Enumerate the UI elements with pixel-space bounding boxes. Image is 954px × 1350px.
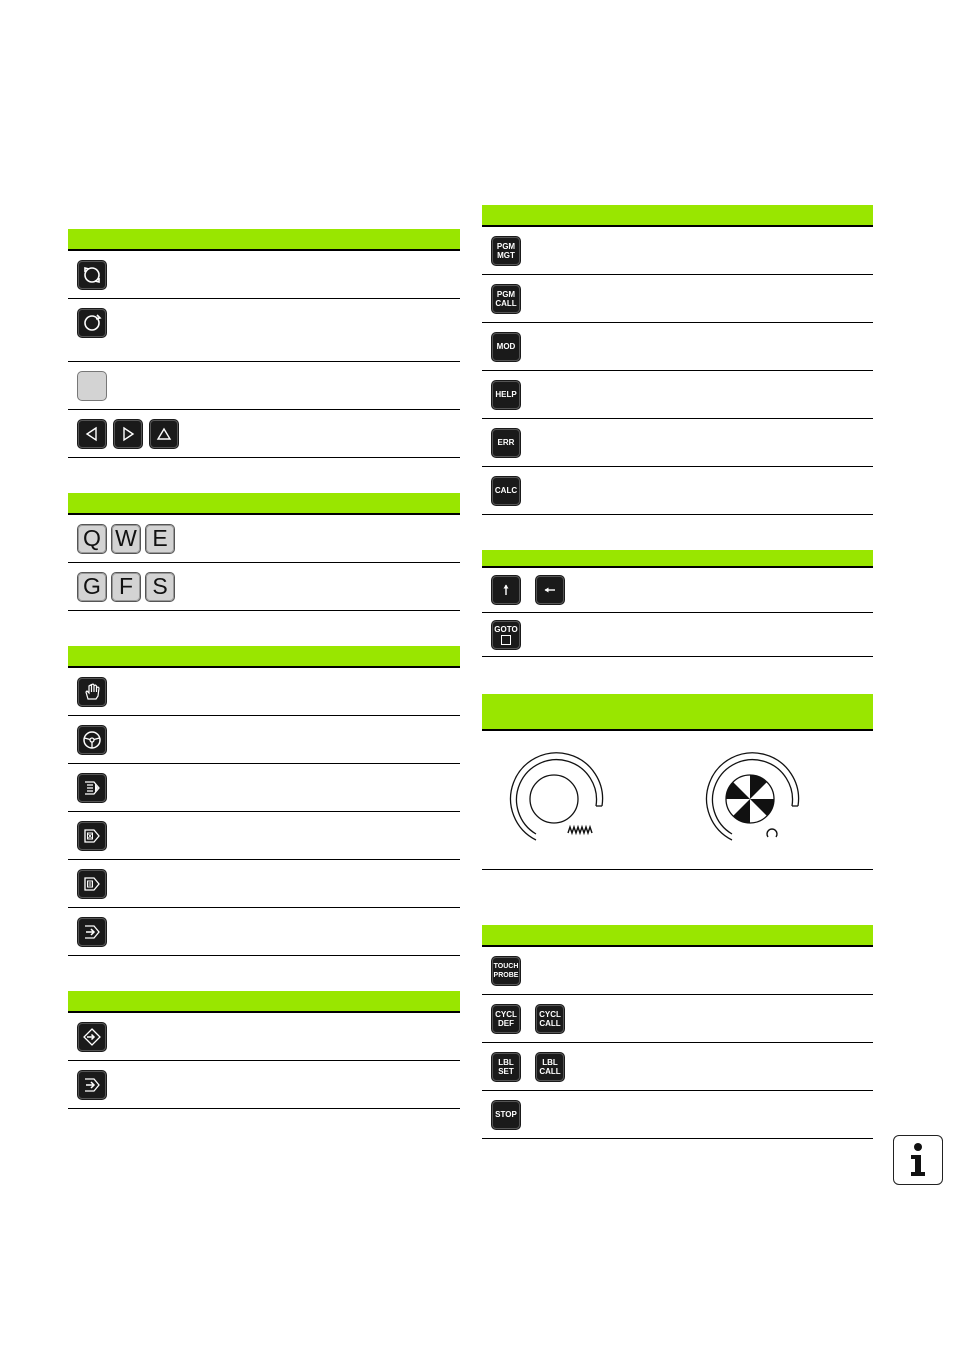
table-row bbox=[68, 410, 460, 458]
goto-key[interactable]: GOTO bbox=[492, 621, 520, 649]
table-row bbox=[482, 227, 873, 275]
g-key[interactable]: G bbox=[78, 573, 106, 601]
table-header bbox=[68, 991, 460, 1013]
table-row bbox=[68, 362, 460, 410]
lbl-call-key[interactable]: LBL CALL bbox=[536, 1053, 564, 1081]
spindle-override-knob-icon[interactable] bbox=[702, 751, 812, 851]
table-row bbox=[482, 419, 873, 467]
table-row bbox=[482, 568, 873, 613]
rotate-mode-icon[interactable] bbox=[78, 309, 106, 337]
table-row bbox=[482, 947, 873, 995]
err-key[interactable]: ERR bbox=[492, 429, 520, 457]
table-row bbox=[68, 563, 460, 611]
table-row bbox=[68, 668, 460, 716]
pgm-mgt-key[interactable]: PGM MGT bbox=[492, 237, 520, 265]
w-key[interactable]: W bbox=[112, 525, 140, 553]
mod-key[interactable]: MOD bbox=[492, 333, 520, 361]
table-header bbox=[482, 205, 873, 227]
goto-square-icon bbox=[501, 635, 511, 645]
table-row bbox=[68, 908, 460, 956]
cycl-call-key[interactable]: CYCL CALL bbox=[536, 1005, 564, 1033]
screen-keys-table bbox=[68, 229, 460, 458]
table-row bbox=[482, 613, 873, 657]
table-row bbox=[68, 1061, 460, 1109]
f-key[interactable]: F bbox=[112, 573, 140, 601]
table-header bbox=[482, 550, 873, 568]
triangle-up-icon[interactable] bbox=[150, 420, 178, 448]
table-row bbox=[482, 467, 873, 515]
stop-key[interactable]: STOP bbox=[492, 1101, 520, 1129]
arrow-up-icon[interactable] bbox=[492, 576, 520, 604]
touch-probe-key[interactable]: TOUCH PROBE bbox=[492, 957, 520, 985]
calc-key[interactable]: CALC bbox=[492, 477, 520, 505]
positioning-mdi-icon[interactable] bbox=[78, 774, 106, 802]
table-header bbox=[68, 646, 460, 668]
lbl-set-key[interactable]: LBL SET bbox=[492, 1053, 520, 1081]
table-header bbox=[482, 694, 873, 731]
programming-modes-table bbox=[68, 991, 460, 1109]
feed-override-knob-icon[interactable] bbox=[506, 751, 616, 851]
table-row bbox=[482, 1091, 873, 1139]
triangle-left-icon[interactable] bbox=[78, 420, 106, 448]
rotate-icon[interactable] bbox=[78, 261, 106, 289]
table-row bbox=[68, 860, 460, 908]
triangle-right-icon[interactable] bbox=[114, 420, 142, 448]
arrow-left-icon[interactable] bbox=[536, 576, 564, 604]
table-header bbox=[68, 229, 460, 251]
table-row bbox=[68, 515, 460, 563]
s-key[interactable]: S bbox=[146, 573, 174, 601]
handwheel-icon[interactable] bbox=[78, 726, 106, 754]
info-icon[interactable] bbox=[893, 1135, 943, 1185]
table-header bbox=[68, 493, 460, 515]
q-key[interactable]: Q bbox=[78, 525, 106, 553]
table-row bbox=[482, 323, 873, 371]
table-row bbox=[68, 764, 460, 812]
program-edit-icon[interactable] bbox=[78, 1023, 106, 1051]
table-row bbox=[68, 299, 460, 362]
e-key[interactable]: E bbox=[146, 525, 174, 553]
table-row bbox=[68, 716, 460, 764]
help-key[interactable]: HELP bbox=[492, 381, 520, 409]
table-row bbox=[68, 812, 460, 860]
manual-hand-icon[interactable] bbox=[78, 678, 106, 706]
program-run-icon[interactable] bbox=[78, 918, 106, 946]
pgm-call-key[interactable]: PGM CALL bbox=[492, 285, 520, 313]
letter-keys-table bbox=[68, 493, 460, 611]
single-block-icon[interactable] bbox=[78, 822, 106, 850]
machine-modes-table bbox=[68, 646, 460, 956]
table-header bbox=[482, 925, 873, 947]
table-row bbox=[68, 251, 460, 299]
table-row bbox=[482, 995, 873, 1043]
table-row bbox=[68, 1013, 460, 1061]
table-row bbox=[482, 275, 873, 323]
table-row bbox=[482, 371, 873, 419]
table-row bbox=[482, 1043, 873, 1091]
test-run-icon[interactable] bbox=[78, 1071, 106, 1099]
cycles-labels-table bbox=[482, 925, 873, 1139]
cycl-def-key[interactable]: CYCL DEF bbox=[492, 1005, 520, 1033]
full-sequence-icon[interactable] bbox=[78, 870, 106, 898]
program-management-table bbox=[482, 205, 873, 515]
blank-key-icon[interactable] bbox=[78, 372, 106, 400]
override-knobs-table bbox=[482, 694, 873, 870]
navigation-keys-table bbox=[482, 550, 873, 657]
knob-row bbox=[482, 731, 873, 870]
